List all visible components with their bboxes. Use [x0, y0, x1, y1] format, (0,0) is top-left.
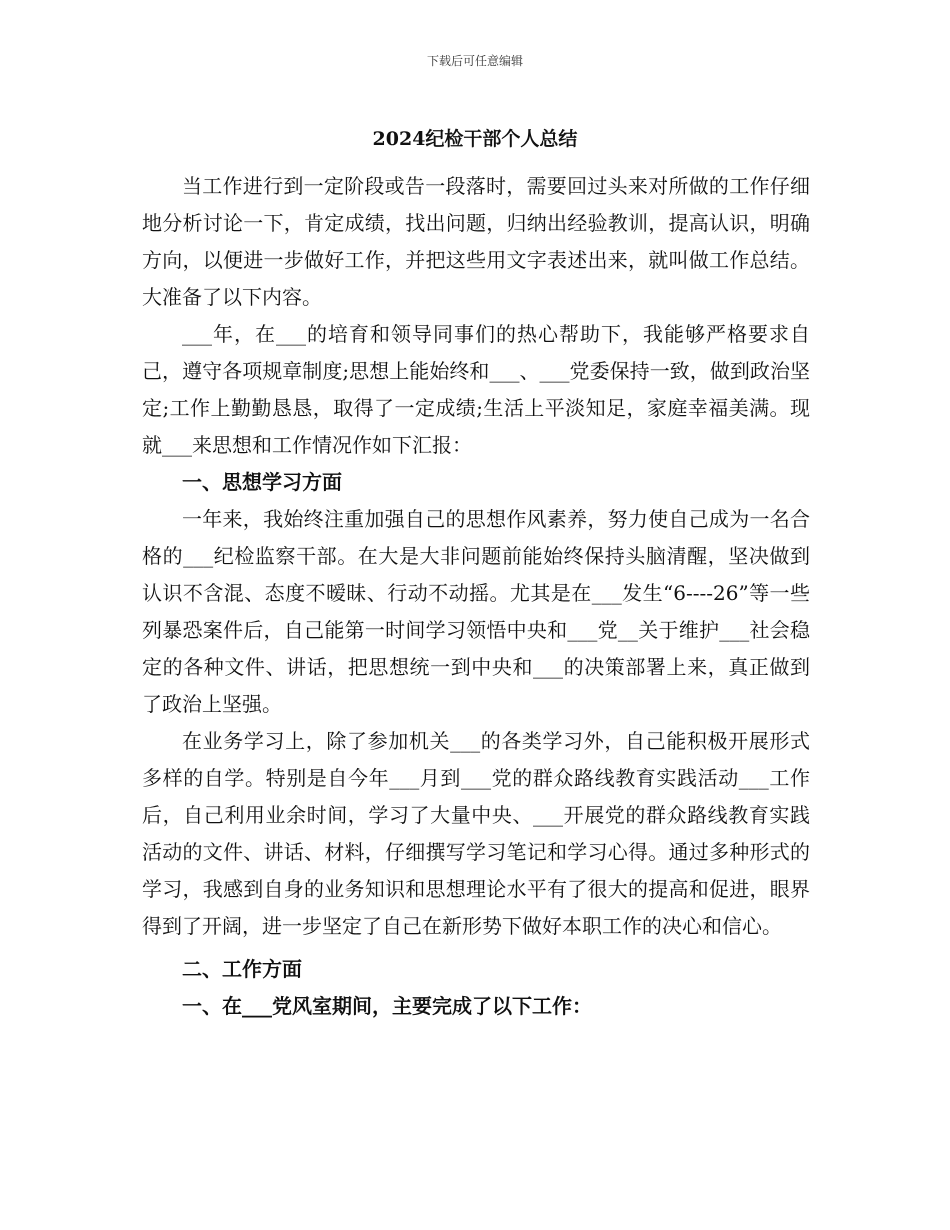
section-heading-thought-study: 一、思想学习方面: [182, 470, 342, 494]
document-title: 2024纪检干部个人总结: [372, 128, 578, 150]
paragraph-business-study: 在业务学习上，除了参加机关___的各类学习外，自己能积极开展形式多样的自学。特别是自今年___月到___党的群众路线教育实践活动___工作后，自己利用业余时间，学习了大量中央、___开展党的群众路线教育实践活动的文件、讲话、材料，仔细撰写学习笔记和学习心得。通过多种形式的学习，我感到自身的业务知识和思想理论水平有了很大的提高和促进，眼界得到了开阔，进一步坚定了自己在新形势下做好本职工作的决心和信心。: [142, 729, 810, 938]
paragraph-intro: 当工作进行到一定阶段或告一段落时，需要回过头来对所做的工作仔细地分析讨论一下，肯定成绩，找出问题，归纳出经验教训，提高认识，明确方向，以便进一步做好工作，并把这些用文字表述出来，就叫做工作总结。大准备了以下内容。: [142, 174, 810, 309]
document-body: [142, 168, 810, 1025]
subsection-heading-party-style-office: 一、在___党风室期间，主要完成了以下工作：: [182, 994, 592, 1018]
paragraph-overview: ___年，在___的培育和领导同事们的热心帮助下，我能够严格要求自己，遵守各项规章制度;思想上能始终和___、___党委保持一致，做到政治坚定;工作上勤勤恳恳，取得了一定成绩;生活上平淡知足，家庭幸福美满。现就___来思想和工作情况作如下汇报：: [142, 322, 810, 457]
paragraph-thought: 一年来，我始终注重加强自己的思想作风素养，努力使自己成为一名合格的___纪检监察干部。在大是大非问题前能始终保持头脑清醒，坚决做到认识不含混、态度不暧昧、行动不动摇。尤其是在___发生“6----26”等一些列暴恐案件后，自己能第一时间学习领悟中央和___党__关于维护___社会稳定的各种文件、讲话，把思想统一到中央和___的决策部署上来，真正做到了政治上坚强。: [142, 507, 810, 716]
section-heading-work: 二、工作方面: [182, 957, 302, 981]
header-note: 下载后可任意编辑: [426, 54, 523, 68]
